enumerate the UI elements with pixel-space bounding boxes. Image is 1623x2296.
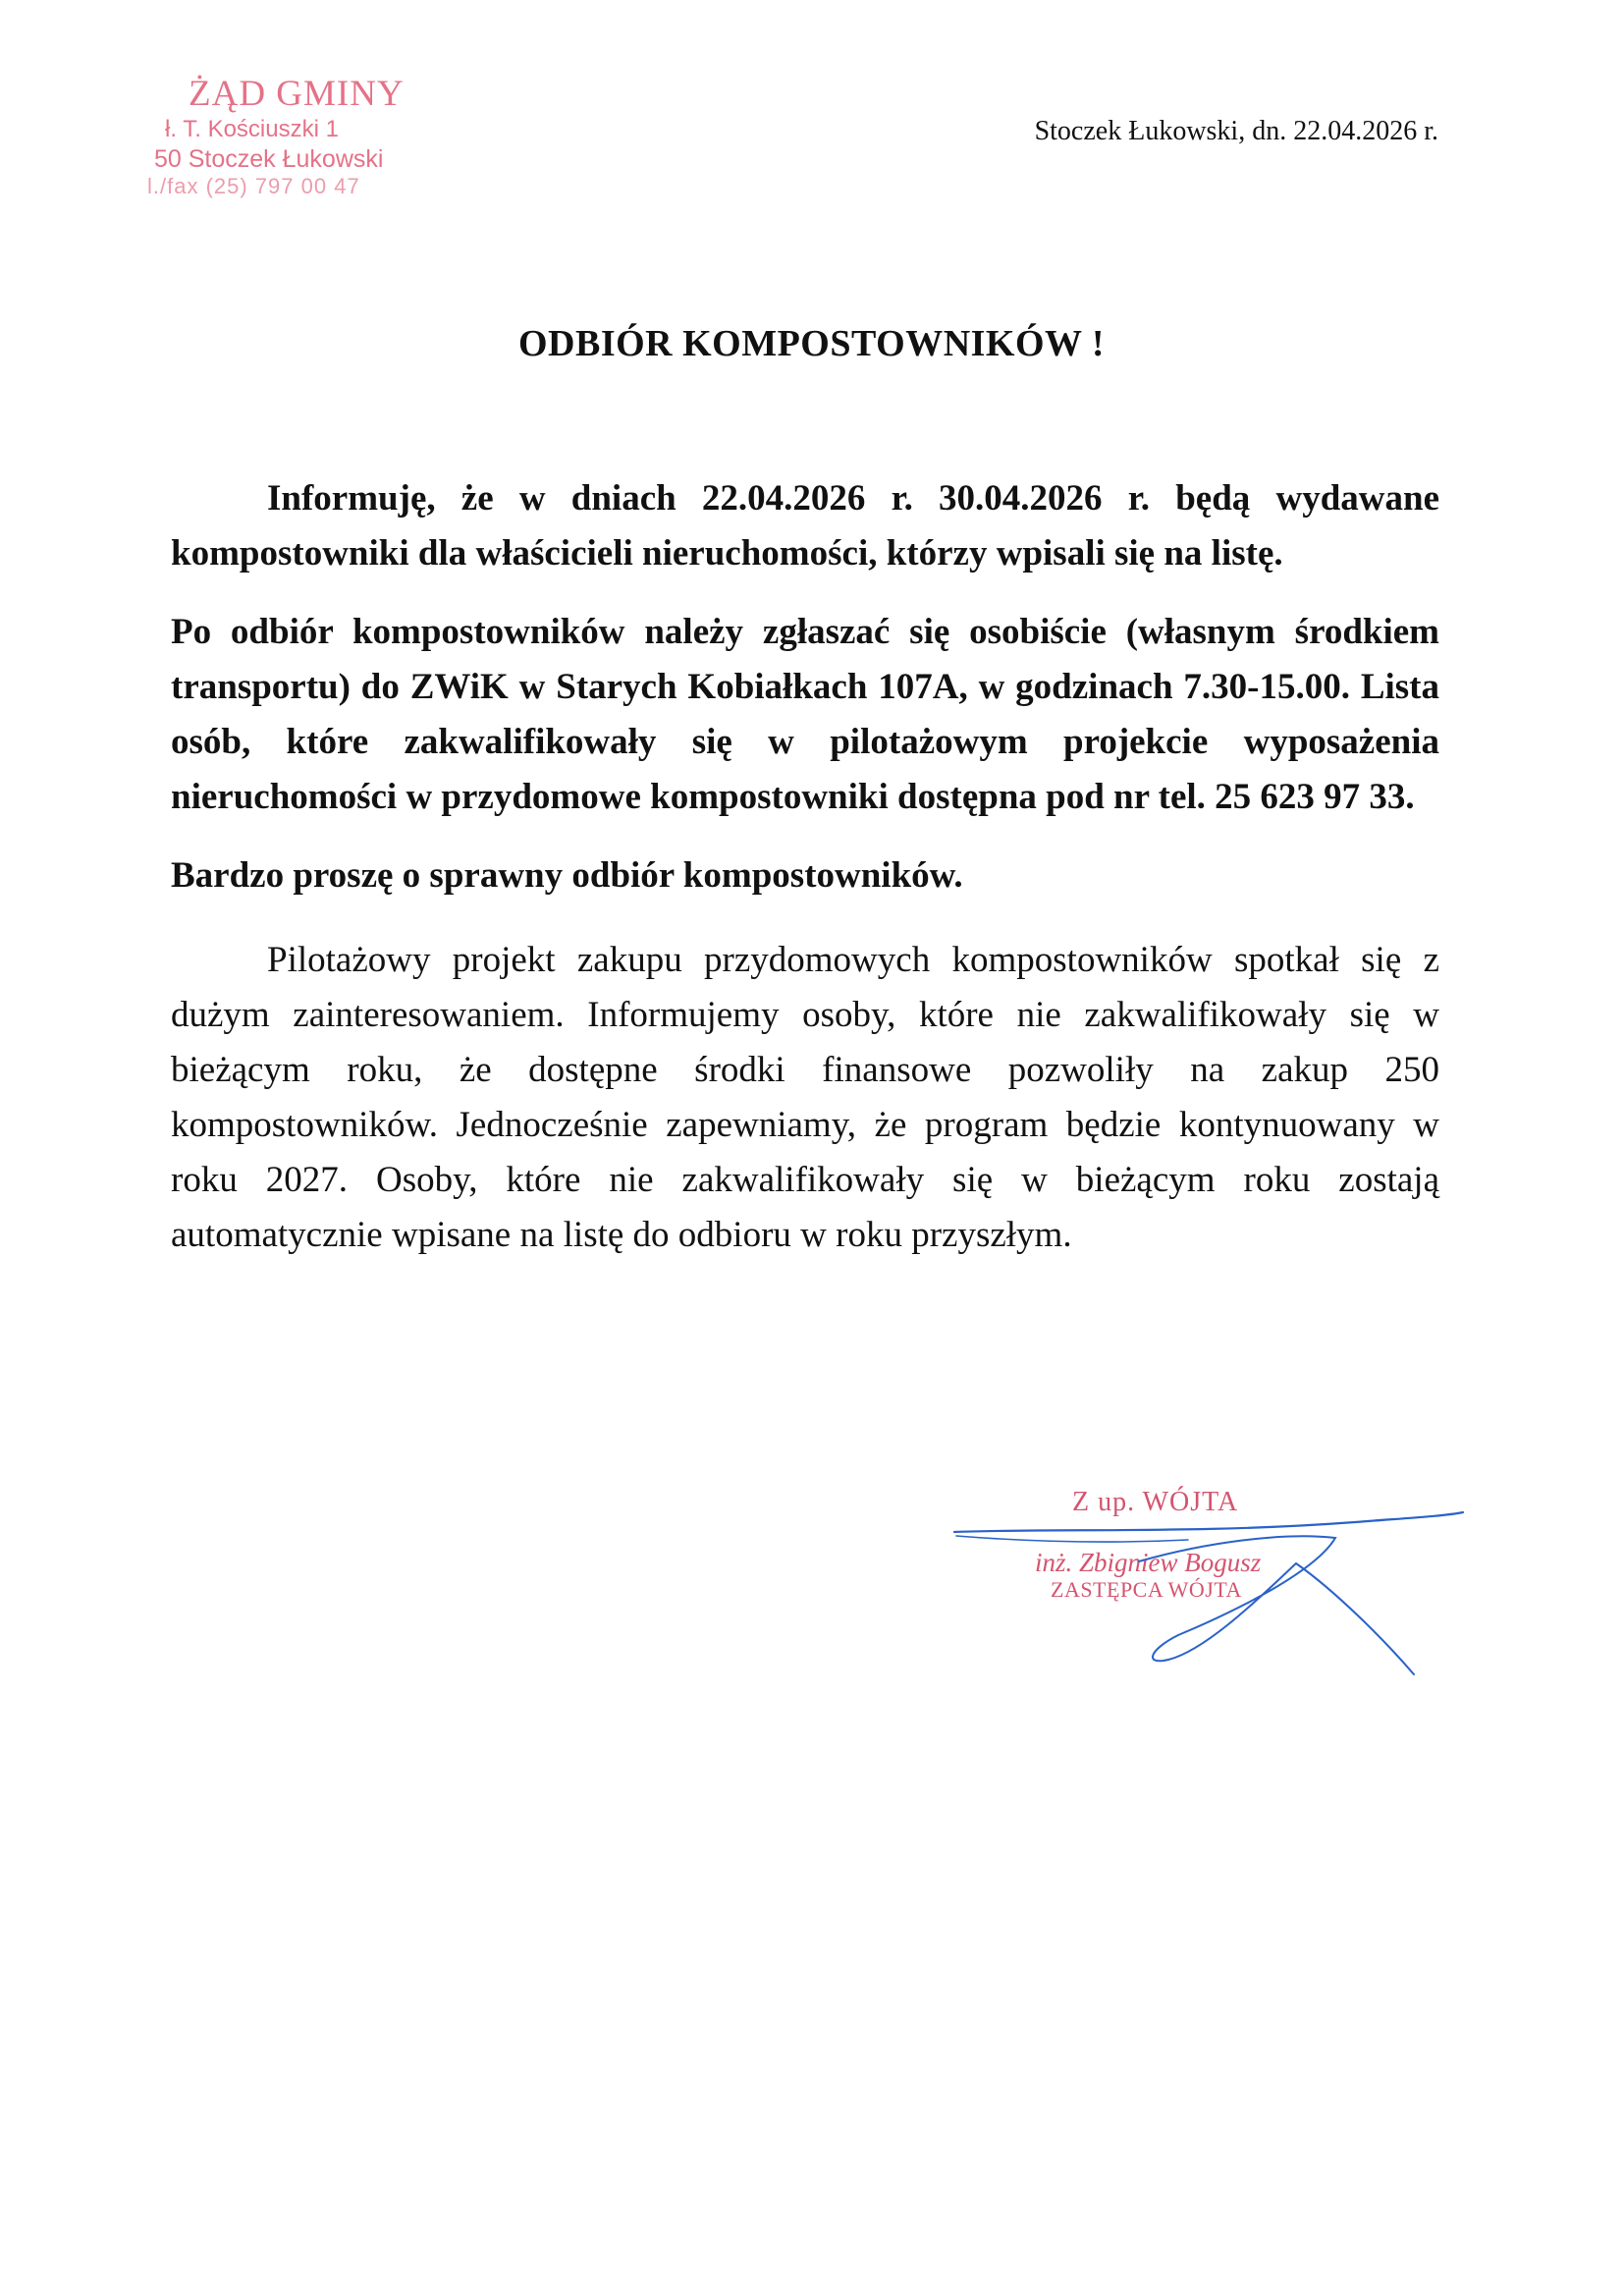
signature-authority: Z up. WÓJTA	[1072, 1487, 1239, 1517]
stamp-line-office: ŻĄD GMINY	[189, 74, 405, 114]
document-date: Stoczek Łukowski, dn. 22.04.2026 r.	[1034, 116, 1438, 146]
paragraph-request: Bardzo proszę o sprawny odbiór kompostowników.	[171, 855, 963, 896]
signature-name: inż. Zbigniew Bogusz	[1035, 1548, 1262, 1577]
handwritten-signature-icon	[943, 1473, 1473, 1719]
stamp-line-city: 50 Stoczek Łukowski	[154, 145, 384, 174]
signature-block	[943, 1473, 1473, 1719]
signature-role: ZASTĘPCA WÓJTA	[1051, 1577, 1242, 1602]
paragraph-pickup-info: Po odbiór kompostowników należy zgłaszać się osobiście (własnym środkiem transportu) do ZWiK w Starych Kobiałkach 107A, w godzinach 7.30-15.00. Lista osób, które zakwalifikowały się w pilotażowym projekcie wyposażenia nieruchomości w przydomowe kompostowniki dostępna pod nr tel. 25 623 97 33.	[171, 612, 1439, 817]
stamp-line-street: ł. T. Kościuszki 1	[165, 116, 339, 143]
paragraph-program-info: Pilotażowy projekt zakupu przydomowych kompostowników spotkał się z dużym zainteresowaniem. Informujemy osoby, które nie zakwalifikowały się w bieżącym roku, że dostępne środki finansowe pozwoliły na zakup 250 kompostowników. Jednocześnie zapewniamy, że program będzie kontynuowany w roku 2027. Osoby, które nie zakwalifikowały się w bieżącym roku zostają automatycznie wpisane na listę do odbioru w roku przyszłym.	[171, 940, 1439, 1255]
office-stamp	[147, 73, 442, 200]
paragraph-announcement: Informuję, że w dniach 22.04.2026 r. 30.04.2026 r. będą wydawane kompostowniki dla właścicieli nieruchomości, którzy wpisali się na listę.	[171, 478, 1439, 574]
document-body	[171, 471, 1439, 1263]
stamp-line-phone: l./fax (25) 797 00 47	[147, 174, 360, 199]
document-title: ODBIÓR KOMPOSTOWNIKÓW !	[517, 323, 1106, 364]
